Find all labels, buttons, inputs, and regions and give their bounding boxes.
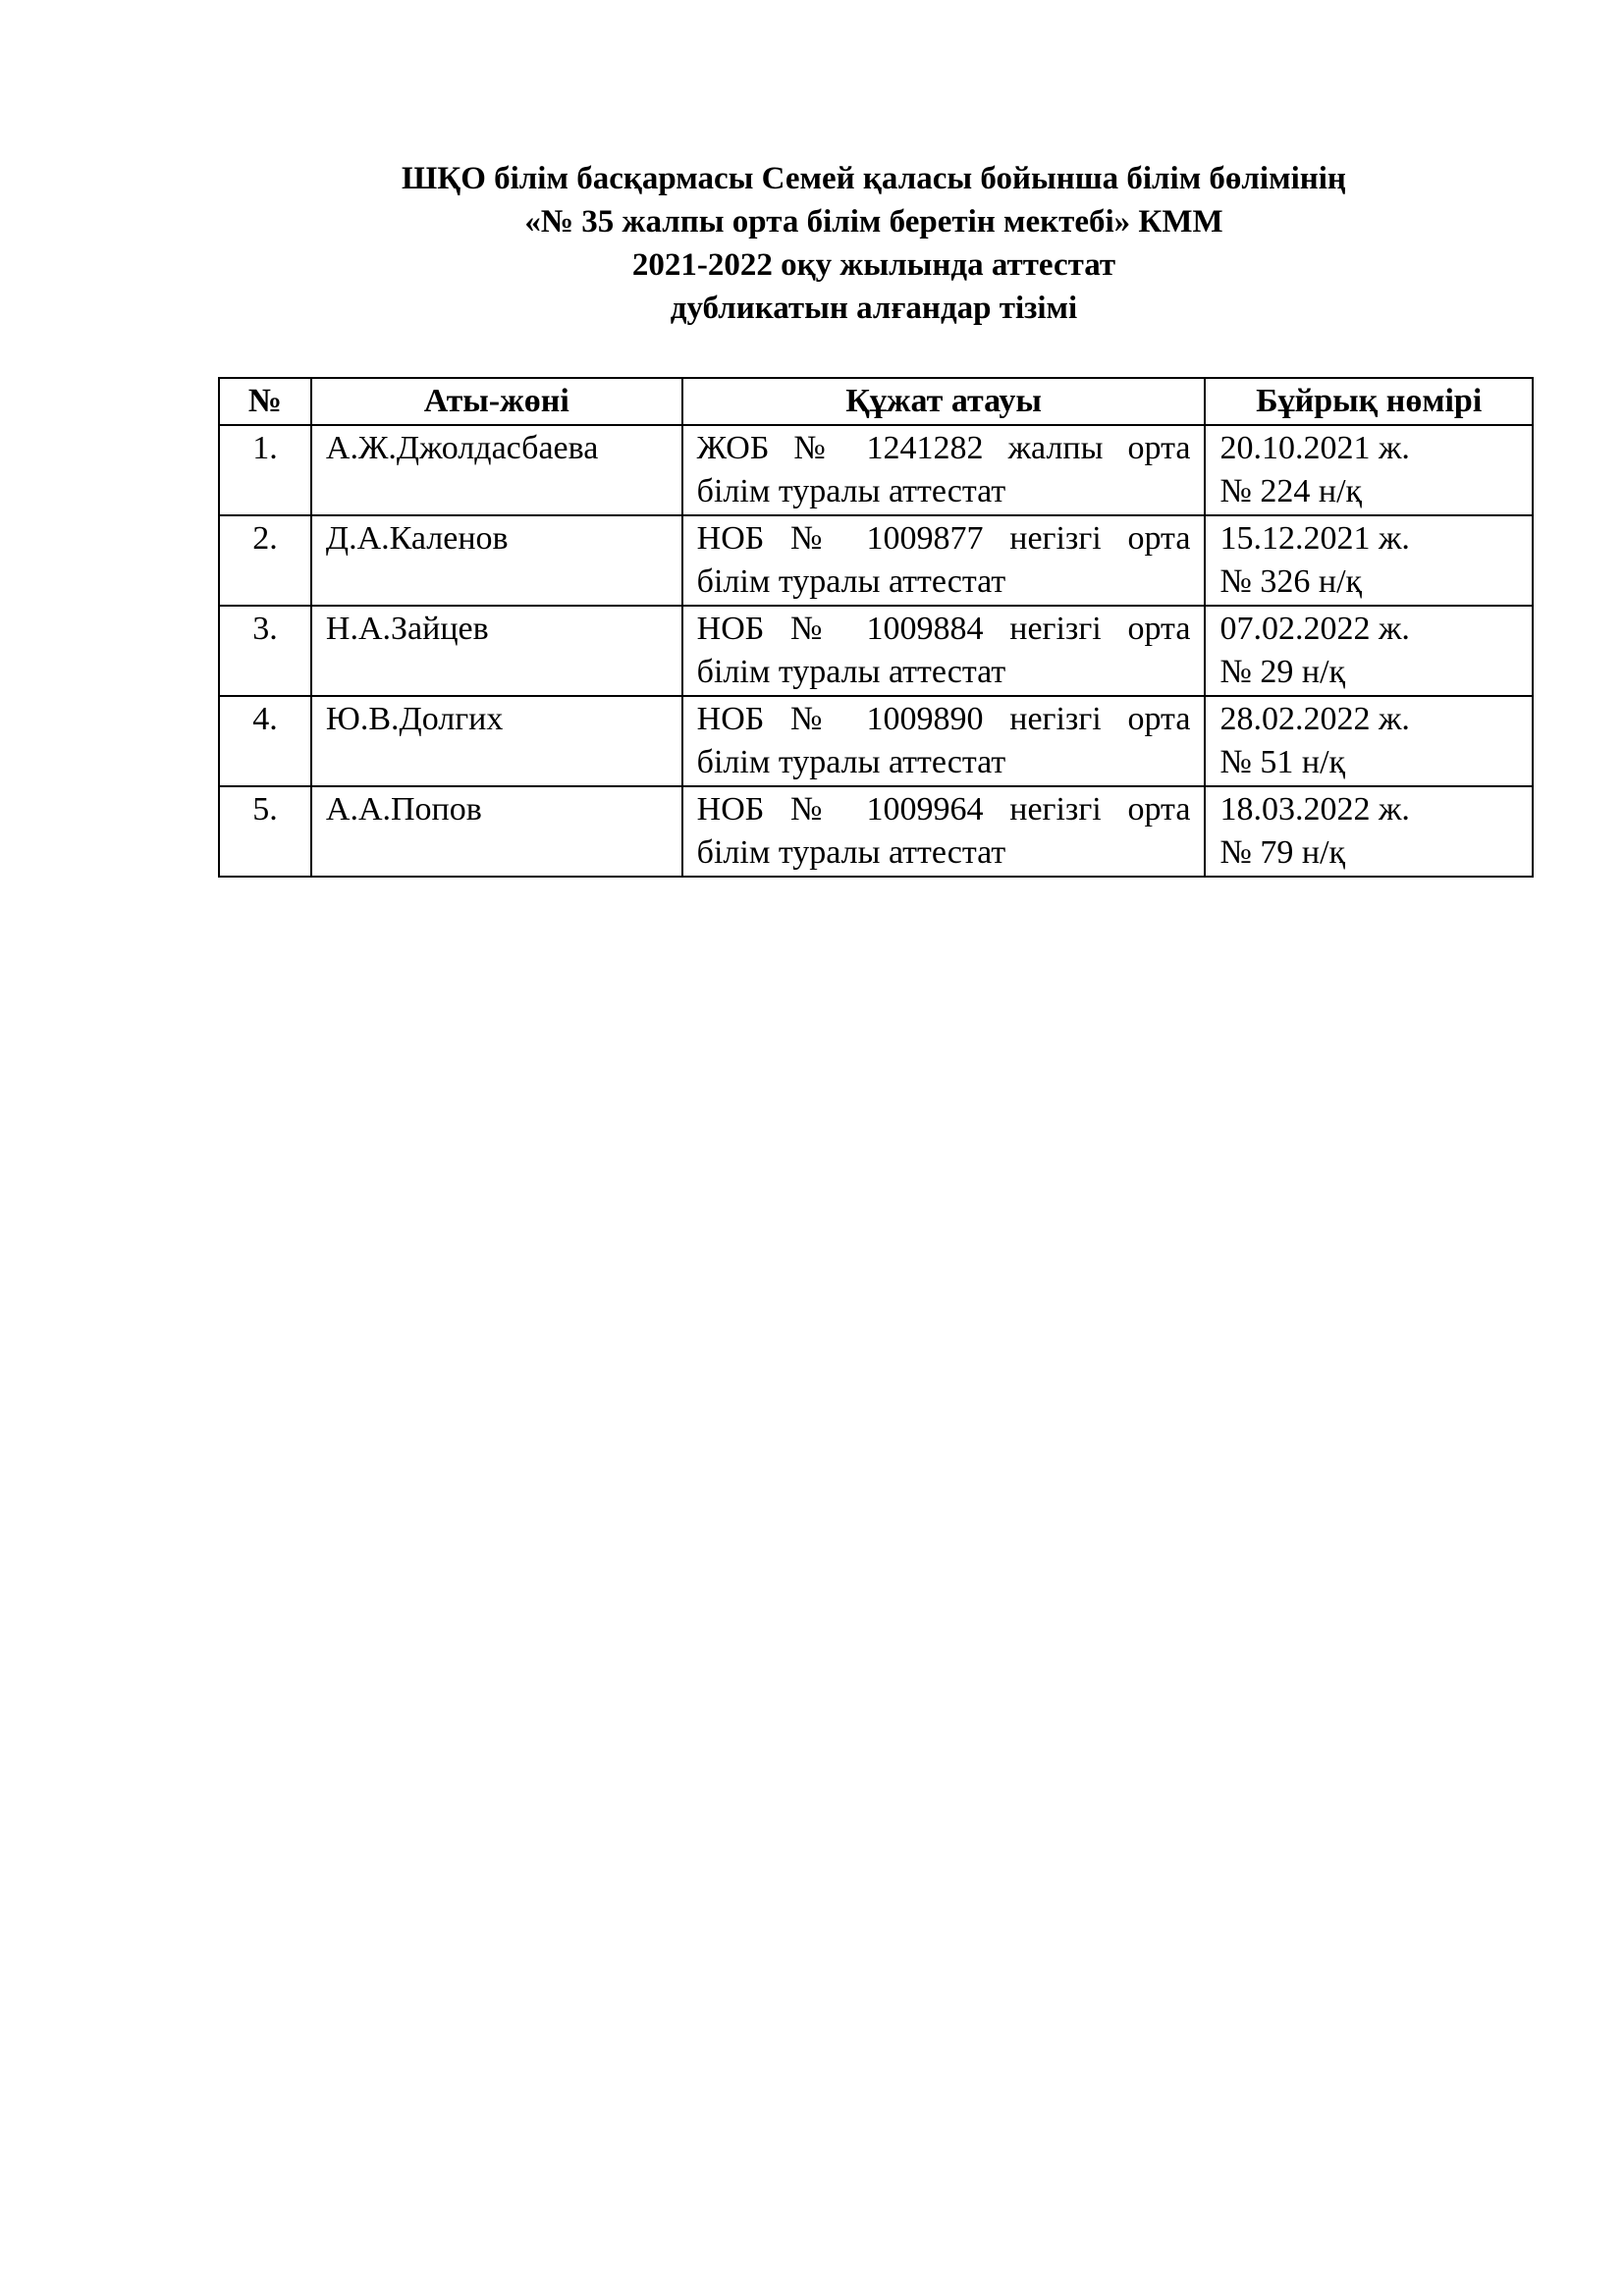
row-number: 4. <box>219 696 311 786</box>
document-line-1: НОБ № 1009884 негізгі орта <box>696 611 1191 647</box>
row-order <box>1205 786 1533 877</box>
heading-line-list-title: дубликатын алғандар тізімі <box>670 291 1078 326</box>
heading-line-organization: ШҚО білім басқармасы Семей қаласы бойынша білім бөлімінің <box>402 161 1346 196</box>
document-heading <box>196 157 1551 330</box>
row-document <box>682 425 1206 515</box>
column-header-document: Құжат атауы <box>682 378 1206 425</box>
row-number: 3. <box>219 606 311 696</box>
table-row <box>219 425 1533 515</box>
order-date: 20.10.2021 ж. <box>1219 430 1410 466</box>
table-row <box>219 515 1533 606</box>
order-number: № 29 н/қ <box>1219 654 1346 690</box>
order-number: № 326 н/қ <box>1219 563 1363 600</box>
row-number: 2. <box>219 515 311 606</box>
row-name: Д.А.Каленов <box>311 515 682 606</box>
order-date: 28.02.2022 ж. <box>1219 701 1410 737</box>
document-line-2: білім туралы аттестат <box>696 563 1006 600</box>
row-order <box>1205 425 1533 515</box>
row-document <box>682 786 1206 877</box>
table-row <box>219 786 1533 877</box>
order-date: 15.12.2021 ж. <box>1219 520 1410 557</box>
document-line-2: білім туралы аттестат <box>696 744 1006 780</box>
column-header-name: Аты-жөні <box>311 378 682 425</box>
duplicates-table <box>218 377 1534 878</box>
table-header-row <box>219 378 1533 425</box>
row-name: Ю.В.Долгих <box>311 696 682 786</box>
row-number: 5. <box>219 786 311 877</box>
order-number: № 79 н/қ <box>1219 834 1346 871</box>
column-header-order: Бұйрық нөмірі <box>1205 378 1533 425</box>
order-number: № 224 н/қ <box>1219 473 1363 509</box>
order-number: № 51 н/қ <box>1219 744 1346 780</box>
row-order <box>1205 696 1533 786</box>
document-line-1: ЖОБ № 1241282 жалпы орта <box>696 430 1191 466</box>
row-name: Н.А.Зайцев <box>311 606 682 696</box>
table-row <box>219 696 1533 786</box>
order-date: 07.02.2022 ж. <box>1219 611 1410 647</box>
heading-line-school: «№ 35 жалпы орта білім беретін мектебі» КММ <box>524 204 1223 240</box>
row-name: А.Ж.Джолдасбаева <box>311 425 682 515</box>
row-name: А.А.Попов <box>311 786 682 877</box>
order-date: 18.03.2022 ж. <box>1219 791 1410 828</box>
column-header-number: № <box>219 378 311 425</box>
row-order <box>1205 515 1533 606</box>
row-document <box>682 606 1206 696</box>
document-line-2: білім туралы аттестат <box>696 834 1006 871</box>
row-number: 1. <box>219 425 311 515</box>
heading-line-academic-year: 2021-2022 оқу жылында аттестат <box>631 247 1116 283</box>
document-line-1: НОБ № 1009890 негізгі орта <box>696 701 1191 737</box>
row-order <box>1205 606 1533 696</box>
row-document <box>682 696 1206 786</box>
table-row <box>219 606 1533 696</box>
document-line-2: білім туралы аттестат <box>696 473 1006 509</box>
row-document <box>682 515 1206 606</box>
document-line-1: НОБ № 1009964 негізгі орта <box>696 791 1191 828</box>
document-line-2: білім туралы аттестат <box>696 654 1006 690</box>
document-line-1: НОБ № 1009877 негізгі орта <box>696 520 1191 557</box>
